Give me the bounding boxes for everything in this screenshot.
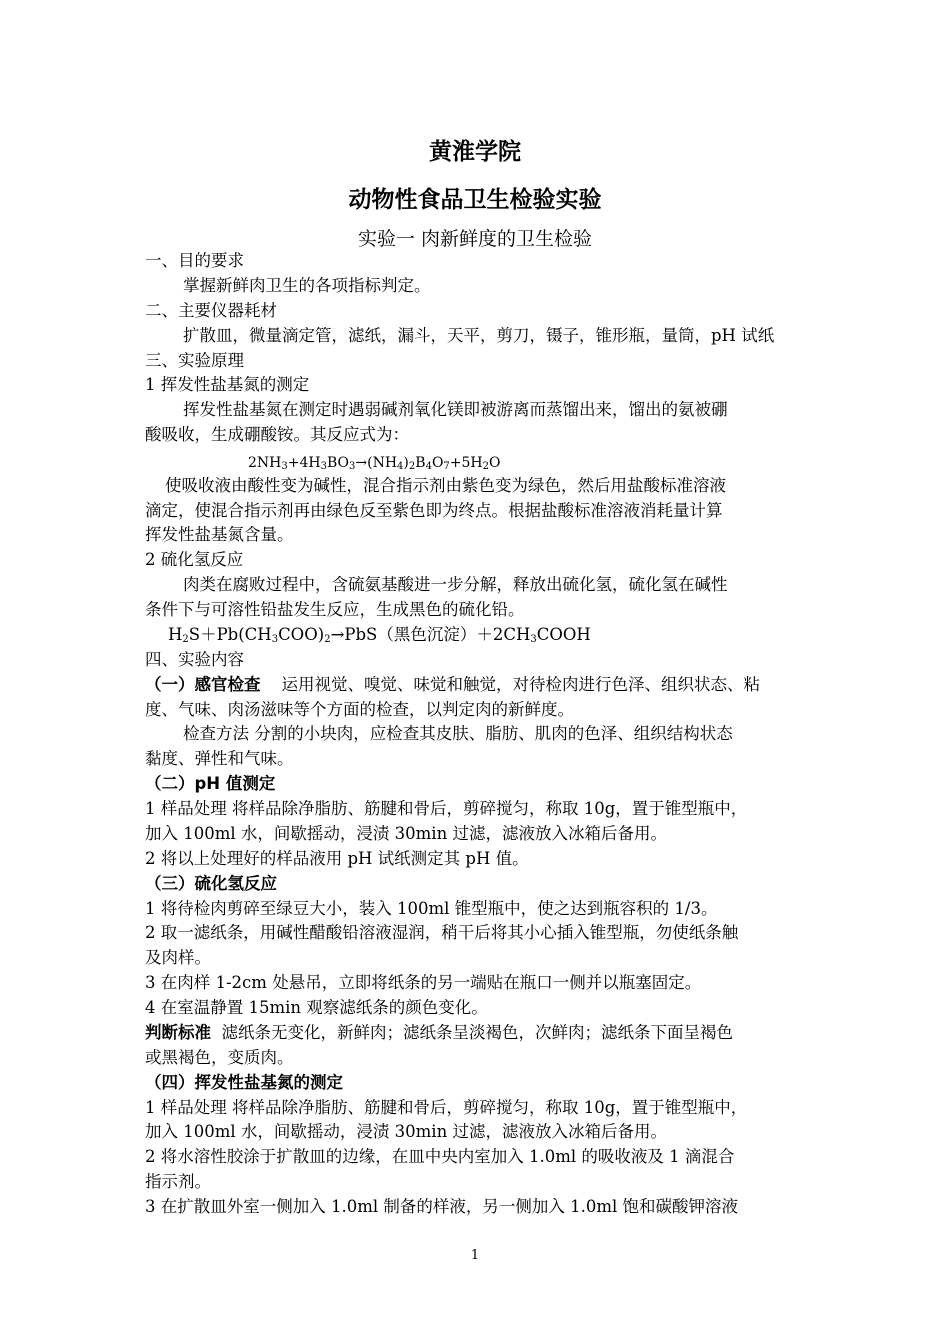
section-1-body: 掌握新鲜肉卫生的各项指标判定。	[183, 276, 431, 295]
content-1-line	[145, 673, 760, 697]
principle-1-line: 挥发性盐基氮含量。	[145, 525, 294, 544]
school-title: 黄淮学院	[429, 139, 521, 165]
principle-1-line: 滴定，使混合指示剂再由绿色反至紫色即为终点。根据盐酸标准溶液消耗量计算	[145, 501, 723, 520]
content-4-line: 3 在扩散皿外室一侧加入 1.0ml 制备的样液，另一侧加入 1.0ml 饱和碳酸钾溶液	[145, 1197, 739, 1216]
content-4-line: 指示剂。	[145, 1172, 211, 1191]
content-3-line: 3 在肉样 1-2cm 处悬吊，立即将纸条的另一端贴在瓶口一侧并以瓶塞固定。	[145, 973, 702, 992]
experiment-title: 实验一 肉新鲜度的卫生检验	[357, 228, 593, 250]
content-4-line: 2 将水溶性胶涂于扩散皿的边缘，在皿中央内室加入 1.0ml 的吸收液及 1 滴混合	[145, 1147, 735, 1166]
judgement-heading: 判断标准	[145, 1023, 211, 1042]
section-3-title: 三、实验原理	[145, 351, 244, 370]
content-3-heading: （三）硫化氢反应	[145, 874, 277, 893]
content-1-line: 黏度、弹性和气味。	[145, 749, 294, 768]
lead-sulfide-formula: $H_2S+Pb(CH_3COO)_2\to PbS$（黑色沉淀）$+2CH_3COOH$	[168, 625, 591, 645]
content-3-line: 1 将待检肉剪碎至绿豆大小，装入 100ml 锥型瓶中，使之达到瓶容积的 1/3。	[145, 899, 718, 918]
section-2-body: 扩散皿，微量滴定管，滤纸，漏斗，天平，剪刀，镊子，锥形瓶，量筒，pH 试纸	[183, 326, 775, 345]
content-3-line: 及肉样。	[145, 948, 211, 967]
content-3-line: 4 在室温静置 15min 观察滤纸条的颜色变化。	[145, 998, 488, 1017]
content-1-line: 检查方法 分割的小块肉，应检查其皮肤、脂肪、肌肉的色泽、组织结构状态	[183, 724, 733, 743]
content-4-heading: （四）挥发性盐基氮的测定	[145, 1073, 343, 1092]
content-3-line: 2 取一滤纸条，用碱性醋酸铅溶液湿润，稍干后将其小心插入锥型瓶，勿使纸条触	[145, 923, 739, 942]
content-4-line: 1 样品处理 将样品除净脂肪、筋腱和骨后，剪碎搅匀，称取 10g，置于锥型瓶中，	[145, 1098, 748, 1117]
principle-1-line: 酸吸收，生成硼酸铵。其反应式为：	[145, 425, 409, 444]
content-2-line: 2 将以上处理好的样品液用 pH 试纸测定其 pH 值。	[145, 849, 529, 868]
principle-1-title: 1 挥发性盐基氮的测定	[145, 375, 310, 394]
principle-1-line: 使吸收液由酸性变为碱性，混合指示剂由紫色变为绿色，然后用盐酸标准溶液	[165, 476, 726, 495]
principle-2-line: 条件下与可溶性铅盐发生反应，生成黑色的硫化铅。	[145, 600, 525, 619]
judgement-line	[145, 1021, 733, 1045]
judgement-text: 滤纸条无变化，新鲜肉；滤纸条呈淡褐色，次鲜肉；滤纸条下面呈褐色	[221, 1023, 733, 1042]
content-2-line: 1 样品处理 将样品除净脂肪、筋腱和骨后，剪碎搅匀，称取 10g，置于锥型瓶中，	[145, 799, 748, 818]
section-4-title: 四、实验内容	[145, 650, 244, 669]
page-number: 1	[470, 1248, 480, 1263]
content-1-text: 运用视觉、嗅觉、味觉和触觉，对待检肉进行色泽、组织状态、粘	[281, 675, 760, 694]
principle-2-title: 2 硫化氢反应	[145, 550, 244, 569]
judgement-line: 或黑褐色，变质肉。	[145, 1048, 294, 1067]
section-2-title: 二、主要仪器耗材	[145, 301, 277, 320]
boric-acid-formula: $2NH_3+4H_3BO_3\to(NH_4)_2B_4O_7+5H_2O$	[248, 455, 501, 472]
content-4-line: 加入 100ml 水，间歇摇动，浸渍 30min 过滤，滤液放入冰箱后备用。	[145, 1122, 667, 1141]
section-1-title: 一、目的要求	[145, 251, 244, 270]
content-1-line: 度、气味、肉汤滋味等个方面的检查，以判定肉的新鲜度。	[145, 700, 574, 719]
principle-1-line: 挥发性盐基氮在测定时遇弱碱剂氧化镁即被游离而蒸馏出来，馏出的氨被硼	[183, 400, 728, 419]
content-2-heading: （二）pH 值测定	[145, 774, 276, 793]
principle-2-line: 肉类在腐败过程中，含硫氨基酸进一步分解，释放出硫化氢，硫化氢在碱性	[183, 575, 728, 594]
content-1-heading: （一）感官检查	[145, 675, 261, 694]
content-2-line: 加入 100ml 水，间歇摇动，浸渍 30min 过滤，滤液放入冰箱后备用。	[145, 824, 667, 843]
course-title: 动物性食品卫生检验实验	[348, 187, 602, 213]
